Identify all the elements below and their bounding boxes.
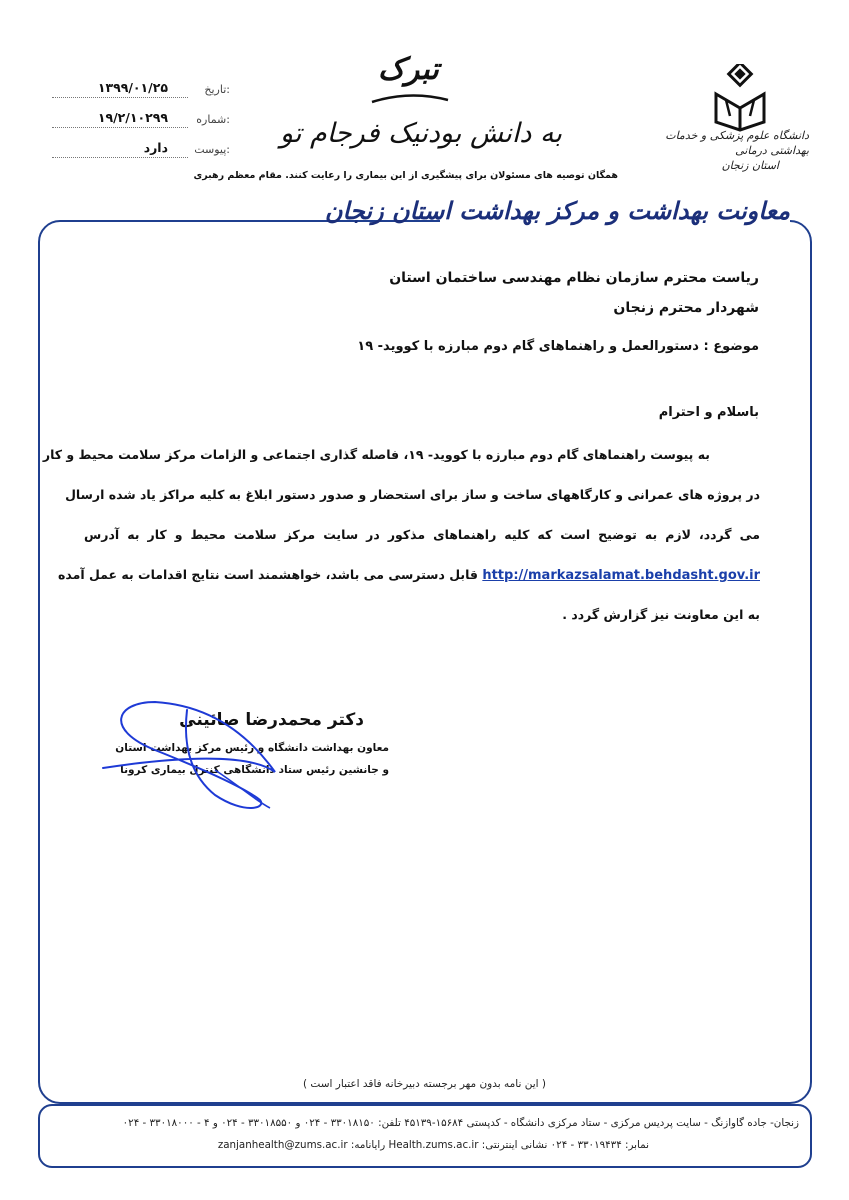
attachment-value: دارد (143, 140, 168, 155)
body-line-1: به پیوست راهنماهای گام دوم مبارزه با کووید- ۱۹، فاصله گذاری اجتماعی و الزامات مرکز سلامت محیط و کار (42, 447, 710, 462)
body-line-5: به این معاونت نیز گزارش گردد . (562, 607, 760, 622)
body-line-4-rest: قابل دسترسی می باشد، خواهشمند است نتایج اقدامات به عمل آمده (57, 567, 478, 582)
letter-date: ۱۳۹۹/۰۱/۲۵ (97, 80, 168, 95)
number-label: شماره: (196, 113, 230, 126)
date-dots (52, 97, 188, 98)
university-name-line-2: استان زنجان (721, 159, 779, 172)
attachment-row (52, 140, 230, 160)
body-line-4 (57, 567, 760, 587)
signatory-name: دکتر محمدرضا صائینی (179, 710, 364, 730)
handwritten-signature (95, 690, 295, 820)
health-site-link[interactable]: http://markazsalamat.behdasht.gov.ir (482, 568, 760, 583)
university-name (659, 128, 809, 173)
addressee-1: ریاست محترم سازمان نظام مهندسی ساختمان استان (389, 270, 759, 286)
footer-frame (38, 1104, 812, 1168)
leader-quote: همگان توصیه های مسئولان برای پیشگیری از این بیماری را رعایت کنند. مقام معظم رهبری (193, 170, 618, 181)
tabarok-stroke (370, 92, 450, 108)
tabarok-calligraphy: تبرک (378, 52, 439, 87)
date-row (52, 80, 230, 100)
attachment-dots (52, 157, 188, 158)
university-logo-icon (708, 64, 774, 134)
letter-subject: موضوع : دستورالعمل و راهنماهای گام دوم مبارزه با کووید- ۱۹ (357, 339, 759, 354)
letter-number: ۱۹/۲/۱۰۲۹۹ (97, 110, 168, 125)
slogan-calligraphy: به دانش بودنیک فرجام تو (280, 118, 562, 149)
footer-contact: نمابر: ۳۳۰۱۹۴۳۴ - ۰۲۴ نشانی اینترنتی: Health.zums.ac.ir رایانامه: zanjanhealth@zums.ac.ir (217, 1139, 649, 1151)
footer-address: زنجان- جاده گاوازنگ - سایت پردیس مرکزی - ستاد مرکزی دانشگاه - کدپستی ۱۵۶۸۴-۴۵۱۳۹ تلفن: ۳۳۰۱۸۱۵۰ - ۰۲۴ و ۳۳۰۱۸۵۵۰ - ۰۲۴ و ۴ - ۳۳۰۱۸۰۰۰ - ۰۲۴ (122, 1117, 799, 1129)
body-line-2: در پروژه های عمرانی و کارگاههای ساخت و ساز برای استحضار و صدور دستور ابلاغ به کلیه مراکز یاد شده ارسال (65, 487, 760, 502)
number-dots (52, 127, 188, 128)
addressee-2: شهردار محترم زنجان (613, 300, 759, 316)
validity-notice: ( این نامه بدون مهر برجسته دبیرخانه فاقد اعتبار است ) (303, 1078, 546, 1090)
signatory-title-2: و جانشین رئیس ستاد دانشگاهی کنترل بیماری کرونا (120, 764, 389, 776)
attachment-label: پیوست: (194, 143, 230, 156)
number-row (52, 110, 230, 130)
signatory-title-1: معاون بهداشت دانشگاه و رئیس مرکز بهداشت استان (115, 742, 389, 754)
body-line-3: می گردد، لازم به توضیح است که کلیه راهنماهای مذکور در سایت مرکز سلامت محیط و کار به آدرس (84, 527, 760, 542)
department-title: معاونت بهداشت و مرکز بهداشت استان زنجان (324, 196, 790, 225)
university-name-line-1: دانشگاه علوم پزشکی و خدمات بهداشتی درمانی (665, 129, 809, 157)
date-label: تاریخ: (204, 83, 230, 96)
letter-greeting: باسلام و احترام (658, 405, 759, 420)
